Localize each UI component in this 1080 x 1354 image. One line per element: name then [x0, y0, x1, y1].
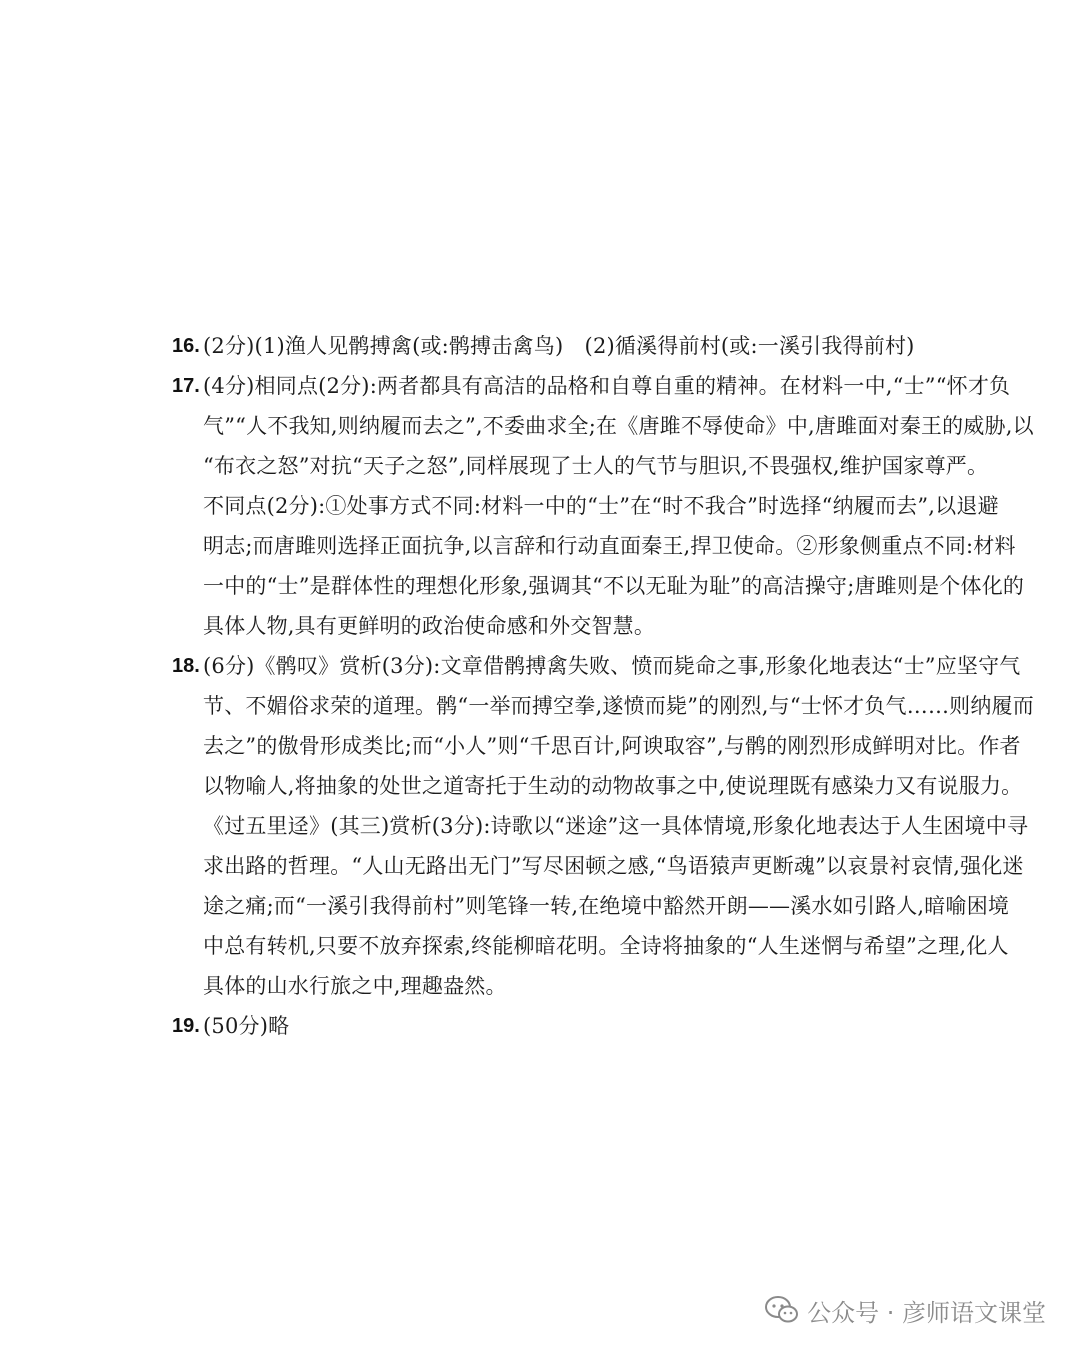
answer-line: 中总有转机,只要不放弃探索,终能柳暗花明。全诗将抽象的“人生迷惘与希望”之理,化人	[203, 934, 1009, 958]
answer-line: “布衣之怒”对抗“天子之怒”,同样展现了士人的气节与胆识,不畏强权,维护国家尊严。	[203, 454, 989, 478]
answer-line: (50分)略	[203, 1014, 290, 1038]
answer-line: (6分)《鹘叹》赏析(3分):文章借鹘搏禽失败、愤而毙命之事,形象化地表达“士”应坚守气	[203, 654, 1021, 678]
answer-line: 一中的“士”是群体性的理想化形象,强调其“不以无耻为耻”的高洁操守;唐雎则是个体化的	[203, 574, 1025, 598]
question-number: 19.	[172, 1015, 200, 1037]
answer-line: 求出路的哲理。“人山无路出无门”写尽困顿之感,“鸟语猿声更断魂”以哀景衬哀情,强化迷	[203, 854, 1024, 878]
question-number: 16.	[172, 335, 200, 357]
answer-line: 明志;而唐雎则选择正面抗争,以言辞和行动直面秦王,捍卫使命。②形象侧重点不同:材料	[203, 534, 1016, 558]
answer-16	[172, 326, 1052, 366]
answer-line: (4分)相同点(2分):两者都具有高洁的品格和自尊自重的精神。在材料一中,“士”“怀才负	[203, 374, 1011, 398]
watermark	[765, 1290, 1046, 1330]
question-number: 17.	[172, 375, 200, 397]
answer-line: (2分)(1)渔人见鹘搏禽(或:鹘搏击禽鸟) (2)循溪得前村(或:一溪引我得前村)	[203, 334, 915, 358]
answer-line: 《过五里迳》(其三)赏析(3分):诗歌以“迷途”这一具体情境,形象化地表达于人生困境中寻	[203, 814, 1029, 838]
answer-line: 不同点(2分):①处事方式不同:材料一中的“士”在“时不我合”时选择“纳履而去”,以退避	[203, 494, 999, 518]
question-number: 18.	[172, 655, 200, 677]
answer-list	[172, 326, 1052, 1046]
answer-17	[172, 366, 1052, 646]
answer-line: 途之痛;而“一溪引我得前村”则笔锋一转,在绝境中豁然开朗——溪水如引路人,暗喻困境	[203, 894, 1010, 918]
answer-line: 以物喻人,将抽象的处世之道寄托于生动的动物故事之中,使说理既有感染力又有说服力。	[203, 774, 1023, 798]
watermark-text: 公众号 · 彦师语文课堂	[807, 1298, 1046, 1327]
answer-line: 具体的山水行旅之中,理趣盎然。	[203, 974, 507, 998]
answer-18	[172, 646, 1052, 1006]
answer-line: 具体人物,具有更鲜明的政治使命感和外交智慧。	[203, 614, 656, 638]
wechat-icon	[765, 1295, 799, 1325]
answer-line: 气”“人不我知,则纳履而去之”,不委曲求全;在《唐雎不辱使命》中,唐雎面对秦王的威胁,以	[203, 414, 1034, 438]
answer-line: 节、不媚俗求荣的道理。鹘“一举而搏空拳,遂愤而毙”的刚烈,与“士怀才负气……则纳履而	[203, 694, 1034, 718]
answer-line: 去之”的傲骨形成类比;而“小人”则“千思百计,阿谀取容”,与鹘的刚烈形成鲜明对比。作者	[203, 734, 1021, 758]
answer-19	[172, 1006, 1052, 1046]
